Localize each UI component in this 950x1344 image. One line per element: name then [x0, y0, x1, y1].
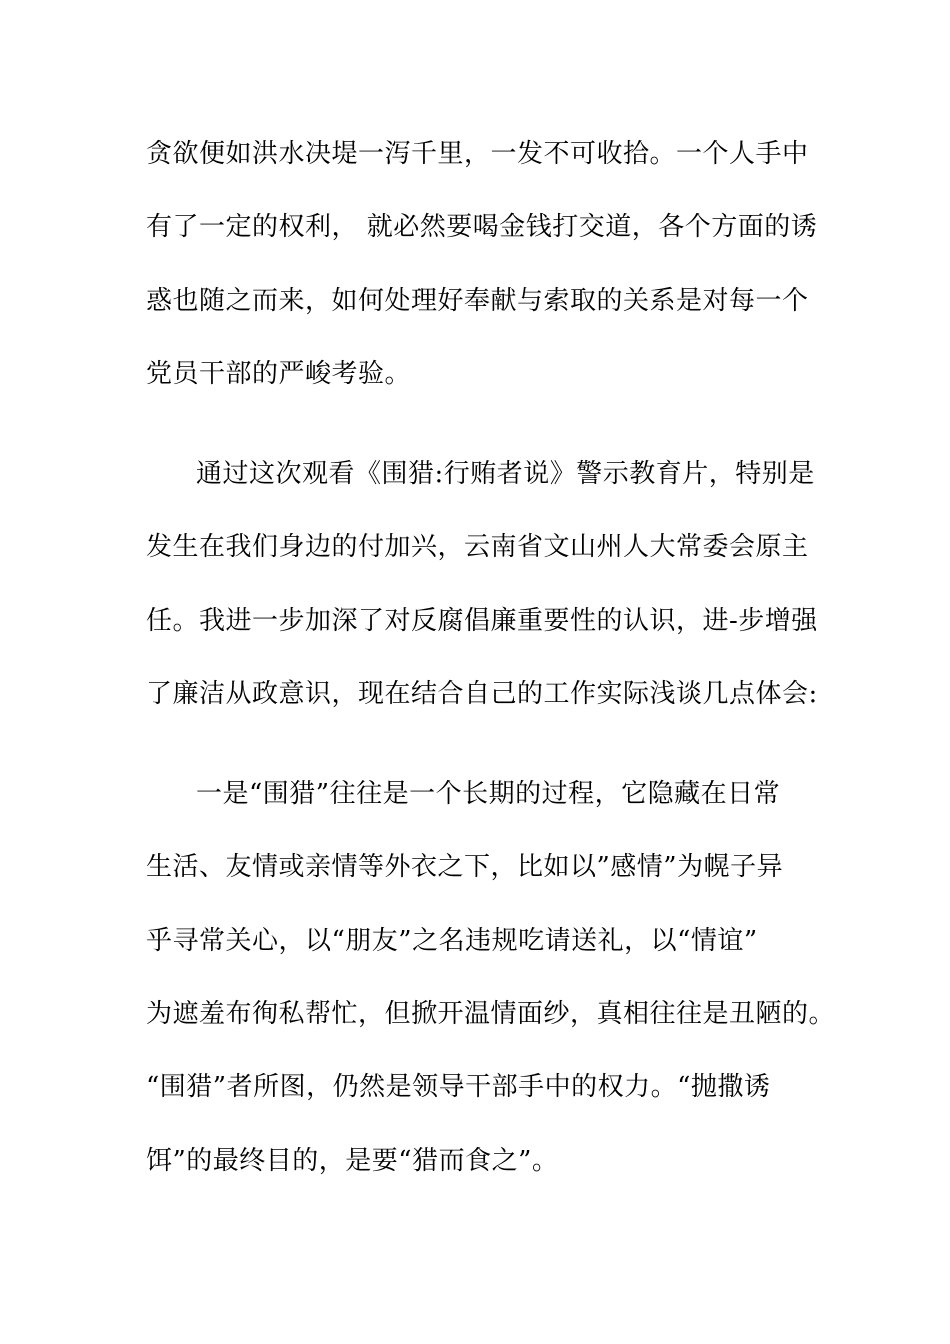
text-line: 有了一定的权利， 就必然要喝金钱打交道，各个方面的诱 — [146, 212, 818, 242]
text-line: 党员干部的严峻考验。 — [146, 359, 412, 389]
text-line: “围猎”者所图，仍然是领导干部手中的权力。“抛撒诱 — [146, 1072, 771, 1102]
text-line: 乎寻常关心，以“朋友”之名违规吃请送礼，以“情谊” — [146, 926, 758, 956]
text-line: 任。我进一步加深了对反腐倡廉重要性的认识，进-步增强 — [146, 606, 818, 636]
text-line: 饵”的最终目的，是要“猎而食之”。 — [146, 1146, 559, 1176]
text-line: 通过这次观看《围猎:行贿者说》警示教育片，特别是 — [196, 459, 815, 489]
text-line: 了廉洁从政意识，现在结合自己的工作实际浅谈几点体会: — [146, 679, 818, 709]
text-line: 惑也随之而来，如何处理好奉献与索取的关系是对每一个 — [146, 286, 809, 316]
text-line: 发生在我们身边的付加兴，云南省文山州人大常委会原主 — [146, 532, 809, 562]
text-line: 为遮羞布徇私帮忙，但掀开温情面纱，真相往往是丑陋的。 — [146, 999, 836, 1029]
text-line: 一是“围猎”往往是一个长期的过程，它隐藏在日常 — [196, 779, 781, 809]
text-line: 生活、友情或亲情等外衣之下，比如以”感情”为幌子异 — [146, 852, 784, 882]
text-line: 贪欲便如洪水决堤一泻千里，一发不可收拾。一个人手中 — [146, 139, 809, 169]
